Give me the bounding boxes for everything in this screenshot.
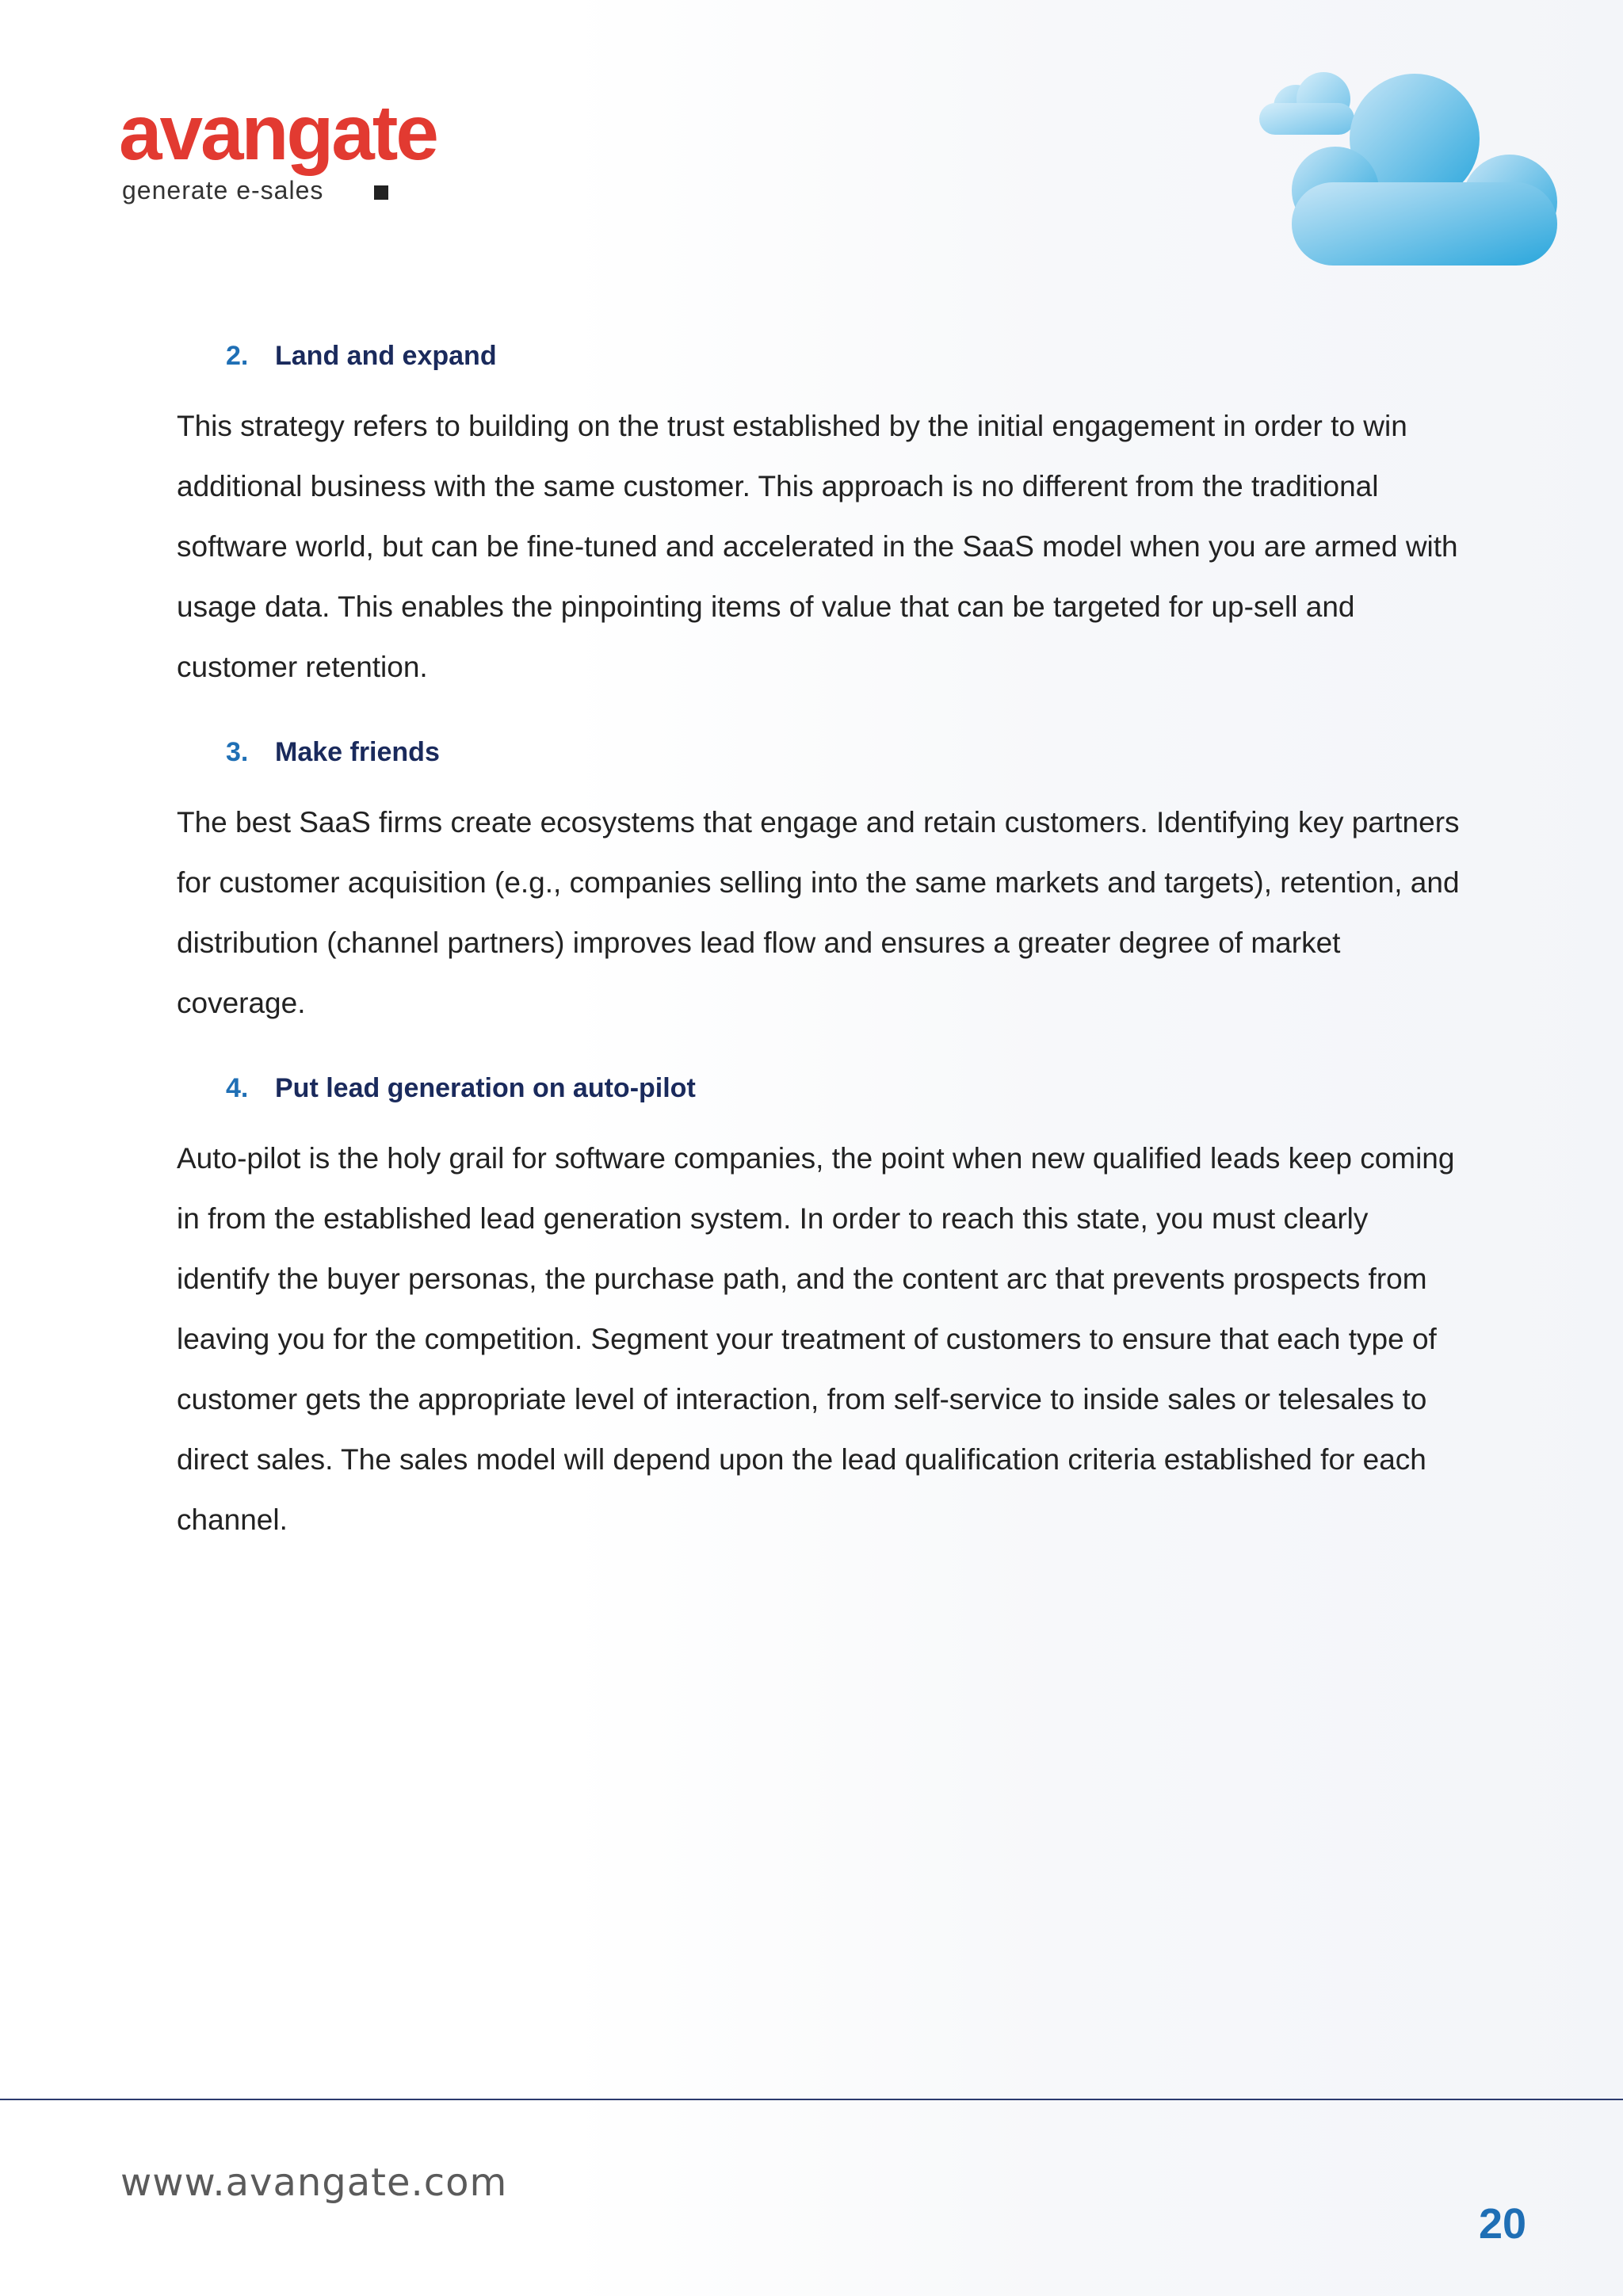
section-title: Make friends [275, 737, 440, 767]
logo-square-icon [374, 185, 388, 200]
section-heading [226, 341, 1461, 396]
main-content [177, 341, 1461, 1550]
section-heading [226, 737, 1461, 793]
logo-wordmark: avangate [119, 89, 437, 176]
section-title: Land and expand [275, 341, 497, 371]
footer-url: www.avangate.com [120, 2160, 508, 2205]
section-number: 2. [226, 341, 249, 371]
section-number: 4. [226, 1073, 249, 1103]
section-body: Auto-pilot is the holy grail for software companies, the point when new qualified leads keep coming in from the established lead generation system. In order to reach this state, you must clearly identify the buyer personas, the purchase path, and the content arc that prevents prospects from leaving you for the competition. Segment your treatment of customers to ensure that each type of customer gets the appropriate level of interaction, from self-service to inside sales or telesales to direct sales. The sales model will depend upon the lead qualification criteria established for each channel. [177, 1142, 1455, 1536]
section-title: Put lead generation on auto-pilot [275, 1073, 696, 1103]
section-body: The best SaaS firms create ecosystems that engage and retain customers. Identifying key partners for customer acquisition (e.g., companies selling into the same markets and targets), retention, and distribution (channel partners) improves lead flow and ensures a greater degree of market coverage. [177, 806, 1460, 1019]
footer-rule [0, 2099, 1623, 2100]
section-heading [226, 1073, 1461, 1129]
logo-tagline: generate e-sales [122, 176, 324, 204]
section-body: This strategy refers to building on the trust established by the initial engagement in order to win additional business with the same customer. This approach is no different from the traditional software world, but can be fine-tuned and accelerated in the SaaS model when you are armed with usage data. This enables the pinpointing items of value that can be targeted for up-sell and customer retention. [177, 410, 1458, 683]
page-number: 20 [1479, 2200, 1527, 2248]
avangate-logo [119, 89, 594, 214]
section-number: 3. [226, 737, 249, 767]
cloud-icon [1248, 63, 1565, 269]
